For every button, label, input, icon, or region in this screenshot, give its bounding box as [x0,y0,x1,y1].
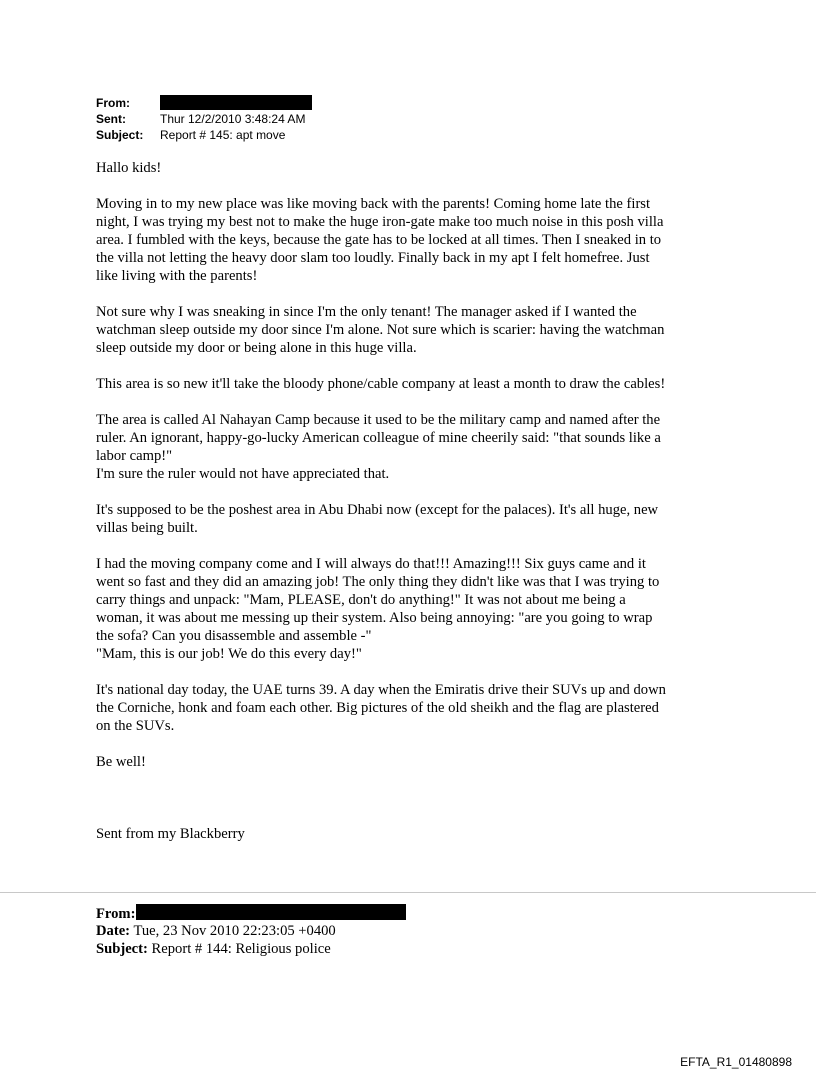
signature: Sent from my Blackberry [96,826,245,842]
paragraph-5 [96,501,726,537]
subject-row [96,127,312,143]
fwd-subject-row [96,940,406,958]
body-line: I had the moving company come and I will always do that!!! Amazing!!! Six guys came and it [96,556,646,572]
paragraph-2 [96,303,726,357]
body-line: like living with the parents! [96,268,258,284]
redaction-box [160,95,312,110]
body-line: I'm sure the ruler would not have appreciated that. [96,466,390,482]
body-line: watchman sleep outside my door since I'm alone. Not sure which is scarier: having the watchman [96,322,665,338]
body-line: woman, it was about me messing up their system. Also being annoying: "are you going to wrap [96,610,653,626]
fwd-date-label: Date: [96,923,131,939]
body-line: on the SUVs. [96,718,175,734]
fwd-subject-label: Subject: [96,941,148,957]
body-line: "Mam, this is our job! We do this every day!" [96,646,362,662]
subject-value: Report # 145: apt move [160,128,286,142]
divider [0,892,816,893]
body-line: the sofa? Can you disassemble and assemble -" [96,628,372,644]
body-line: the Corniche, honk and foam each other. Big pictures of the old sheikh and the flag are plastered [96,700,659,716]
body-line: ruler. An ignorant, happy-go-lucky American colleague of mine cheerily said: "that sounds like a [96,430,661,446]
body-line: carry things and unpack: "Mam, PLEASE, don't do anything!" It was not about me being a [96,592,626,608]
body-line: It's national day today, the UAE turns 39. A day when the Emiratis drive their SUVs up and down [96,682,666,698]
forwarded-header [96,904,406,958]
fwd-from-label: From: [96,906,136,922]
paragraph-4 [96,411,726,483]
paragraph-6 [96,555,726,663]
redaction-box [136,904,406,920]
subject-label: Subject: [96,128,144,142]
body-line: Moving in to my new place was like moving back with the parents! Coming home late the first [96,196,651,212]
body-line: went so fast and they did an amazing job! The only thing they didn't like was that I was trying to [96,574,660,590]
body-line: night, I was trying my best not to make the huge iron-gate make too much noise in this posh villa [96,214,664,230]
email-body [96,159,726,861]
email-header [96,95,312,143]
fwd-subject-value: Report # 144: Religious police [151,941,331,957]
body-line: villas being built. [96,520,198,536]
from-row [96,95,312,111]
paragraph-7 [96,681,726,735]
body-line: labor camp!" [96,448,173,464]
from-label: From: [96,96,130,110]
paragraph-1 [96,195,726,285]
body-line: The area is called Al Nahayan Camp because it used to be the military camp and named after the [96,412,661,428]
sent-row [96,111,312,127]
fwd-date-value: Tue, 23 Nov 2010 22:23:05 +0400 [133,923,336,939]
body-line: It's supposed to be the poshest area in Abu Dhabi now (except for the palaces). It's all huge, new [96,502,659,518]
body-line: sleep outside my door or being alone in this huge villa. [96,340,417,356]
closing: Be well! [96,754,146,770]
body-line: Not sure why I was sneaking in since I'm the only tenant! The manager asked if I wanted the [96,304,637,320]
sent-label: Sent: [96,112,126,126]
body-line: the villa not letting the heavy door slam too loudly. Finally back in my apt I felt homefree. Just [96,250,650,266]
body-line: This area is so new it'll take the bloody phone/cable company at least a month to draw the cables! [96,376,666,392]
paragraph-3 [96,375,726,393]
sent-value: Thur 12/2/2010 3:48:24 AM [160,112,306,126]
greeting: Hallo kids! [96,160,162,176]
body-line: area. I fumbled with the keys, because the gate has to be locked at all times. Then I sneaked in to [96,232,662,248]
fwd-from-row [96,904,406,922]
fwd-date-row [96,922,406,940]
document-id: EFTA_R1_01480898 [680,1055,792,1069]
